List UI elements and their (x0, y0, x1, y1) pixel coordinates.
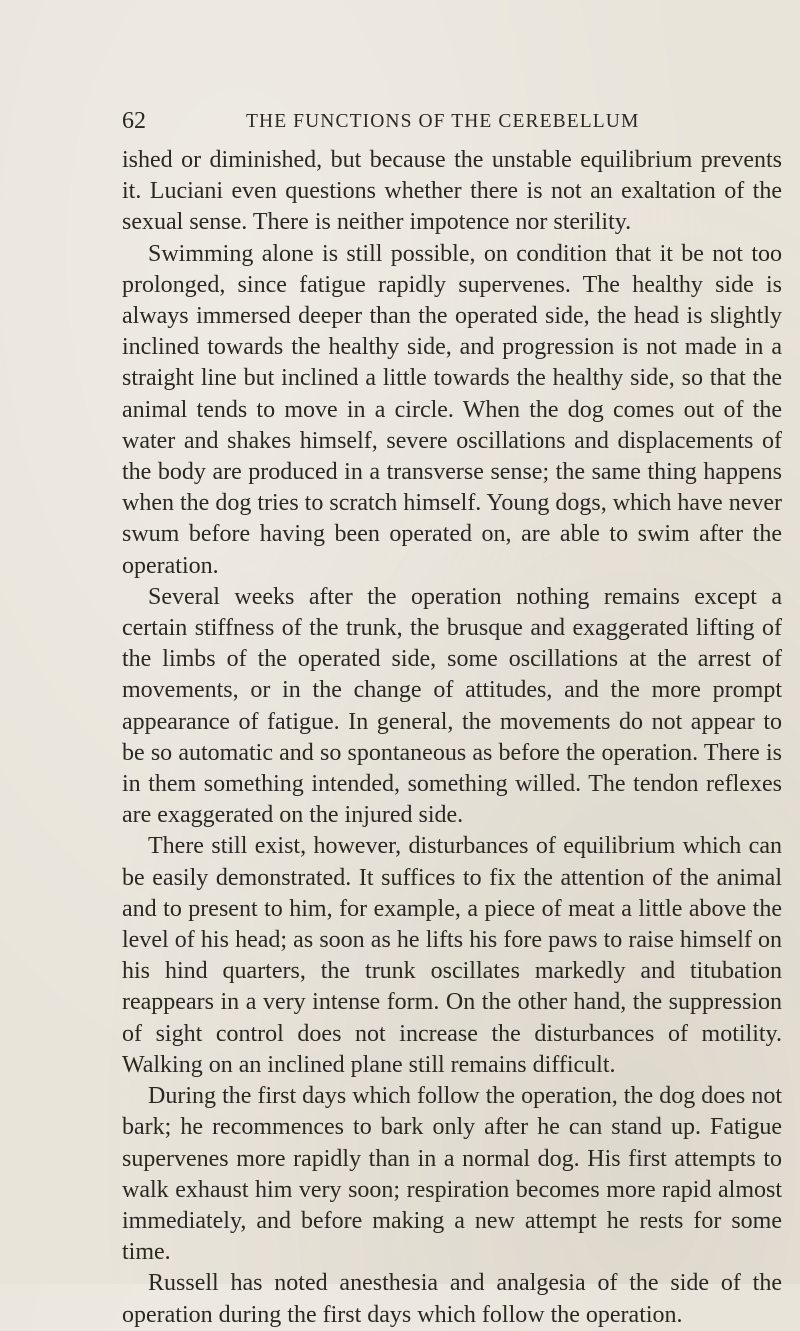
paragraph: There still exist, however, disturbances of equilibrium which can be easily demonstrated. It suffices to fix the attention of the animal and to present to him, for example, a piece of meat a little above the level of his head; as soon as he lifts his fore paws to raise himself on his hind quarters, the trunk oscillates markedly and titubation reappears in a very intense form. On the other hand, the suppression of sight control does not increase the disturbances of motility. Walking on an inclined plane still remains difficult. (122, 833, 782, 1078)
paragraph: During the first days which follow the operation, the dog does not bark; he recommences to bark only after he can stand up. Fatigue supervenes more rapidly than in a normal dog. His first attempts to walk exhaust him very soon; respiration becomes more rapid almost immediately, and before making a new attempt he rests for some time. (122, 1083, 782, 1266)
paragraph: Russell has noted anesthesia and analgesia of the side of the operation during the first days which follow the operation. (122, 1270, 782, 1328)
page-number: 62 (122, 108, 146, 134)
paragraph: Swimming alone is still possible, on condition that it be not too prolonged, since fatigue rapidly supervenes. The healthy side is always immersed deeper than the operated side, the head is slightly inclined towards the healthy side, and progression is not made in a straight line but inclined a little towards the healthy side, so that the animal tends to move in a circle. When the dog comes out of the water and shakes himself, severe oscillations and displacements of the body are produced in a transverse sense; the same thing happens when the dog tries to scratch himself. Young dogs, which have never swum before having been operated on, are able to swim after the operation. (122, 240, 782, 579)
running-head (122, 108, 762, 138)
body-text (122, 145, 782, 1331)
paragraph: Several weeks after the operation nothing remains except a certain stiffness of the trunk, the brusque and exaggerated lifting of the limbs of the operated side, some oscillations at the arrest of movements, or in the change of attitudes, and the more prompt appearance of fatigue. In general, the movements do not appear to be so automatic and so spontaneous as before the operation. There is in them something intended, something willed. The tendon reflexes are exaggerated on the injured side. (122, 583, 782, 829)
paragraph-continued: ished or diminished, but because the unstable equilibrium prevents it. Luciani even questions whether there is not an exaltation of the sexual sense. There is neither impotence nor sterility. (122, 147, 782, 236)
running-title: THE FUNCTIONS OF THE CEREBELLUM (246, 111, 640, 132)
